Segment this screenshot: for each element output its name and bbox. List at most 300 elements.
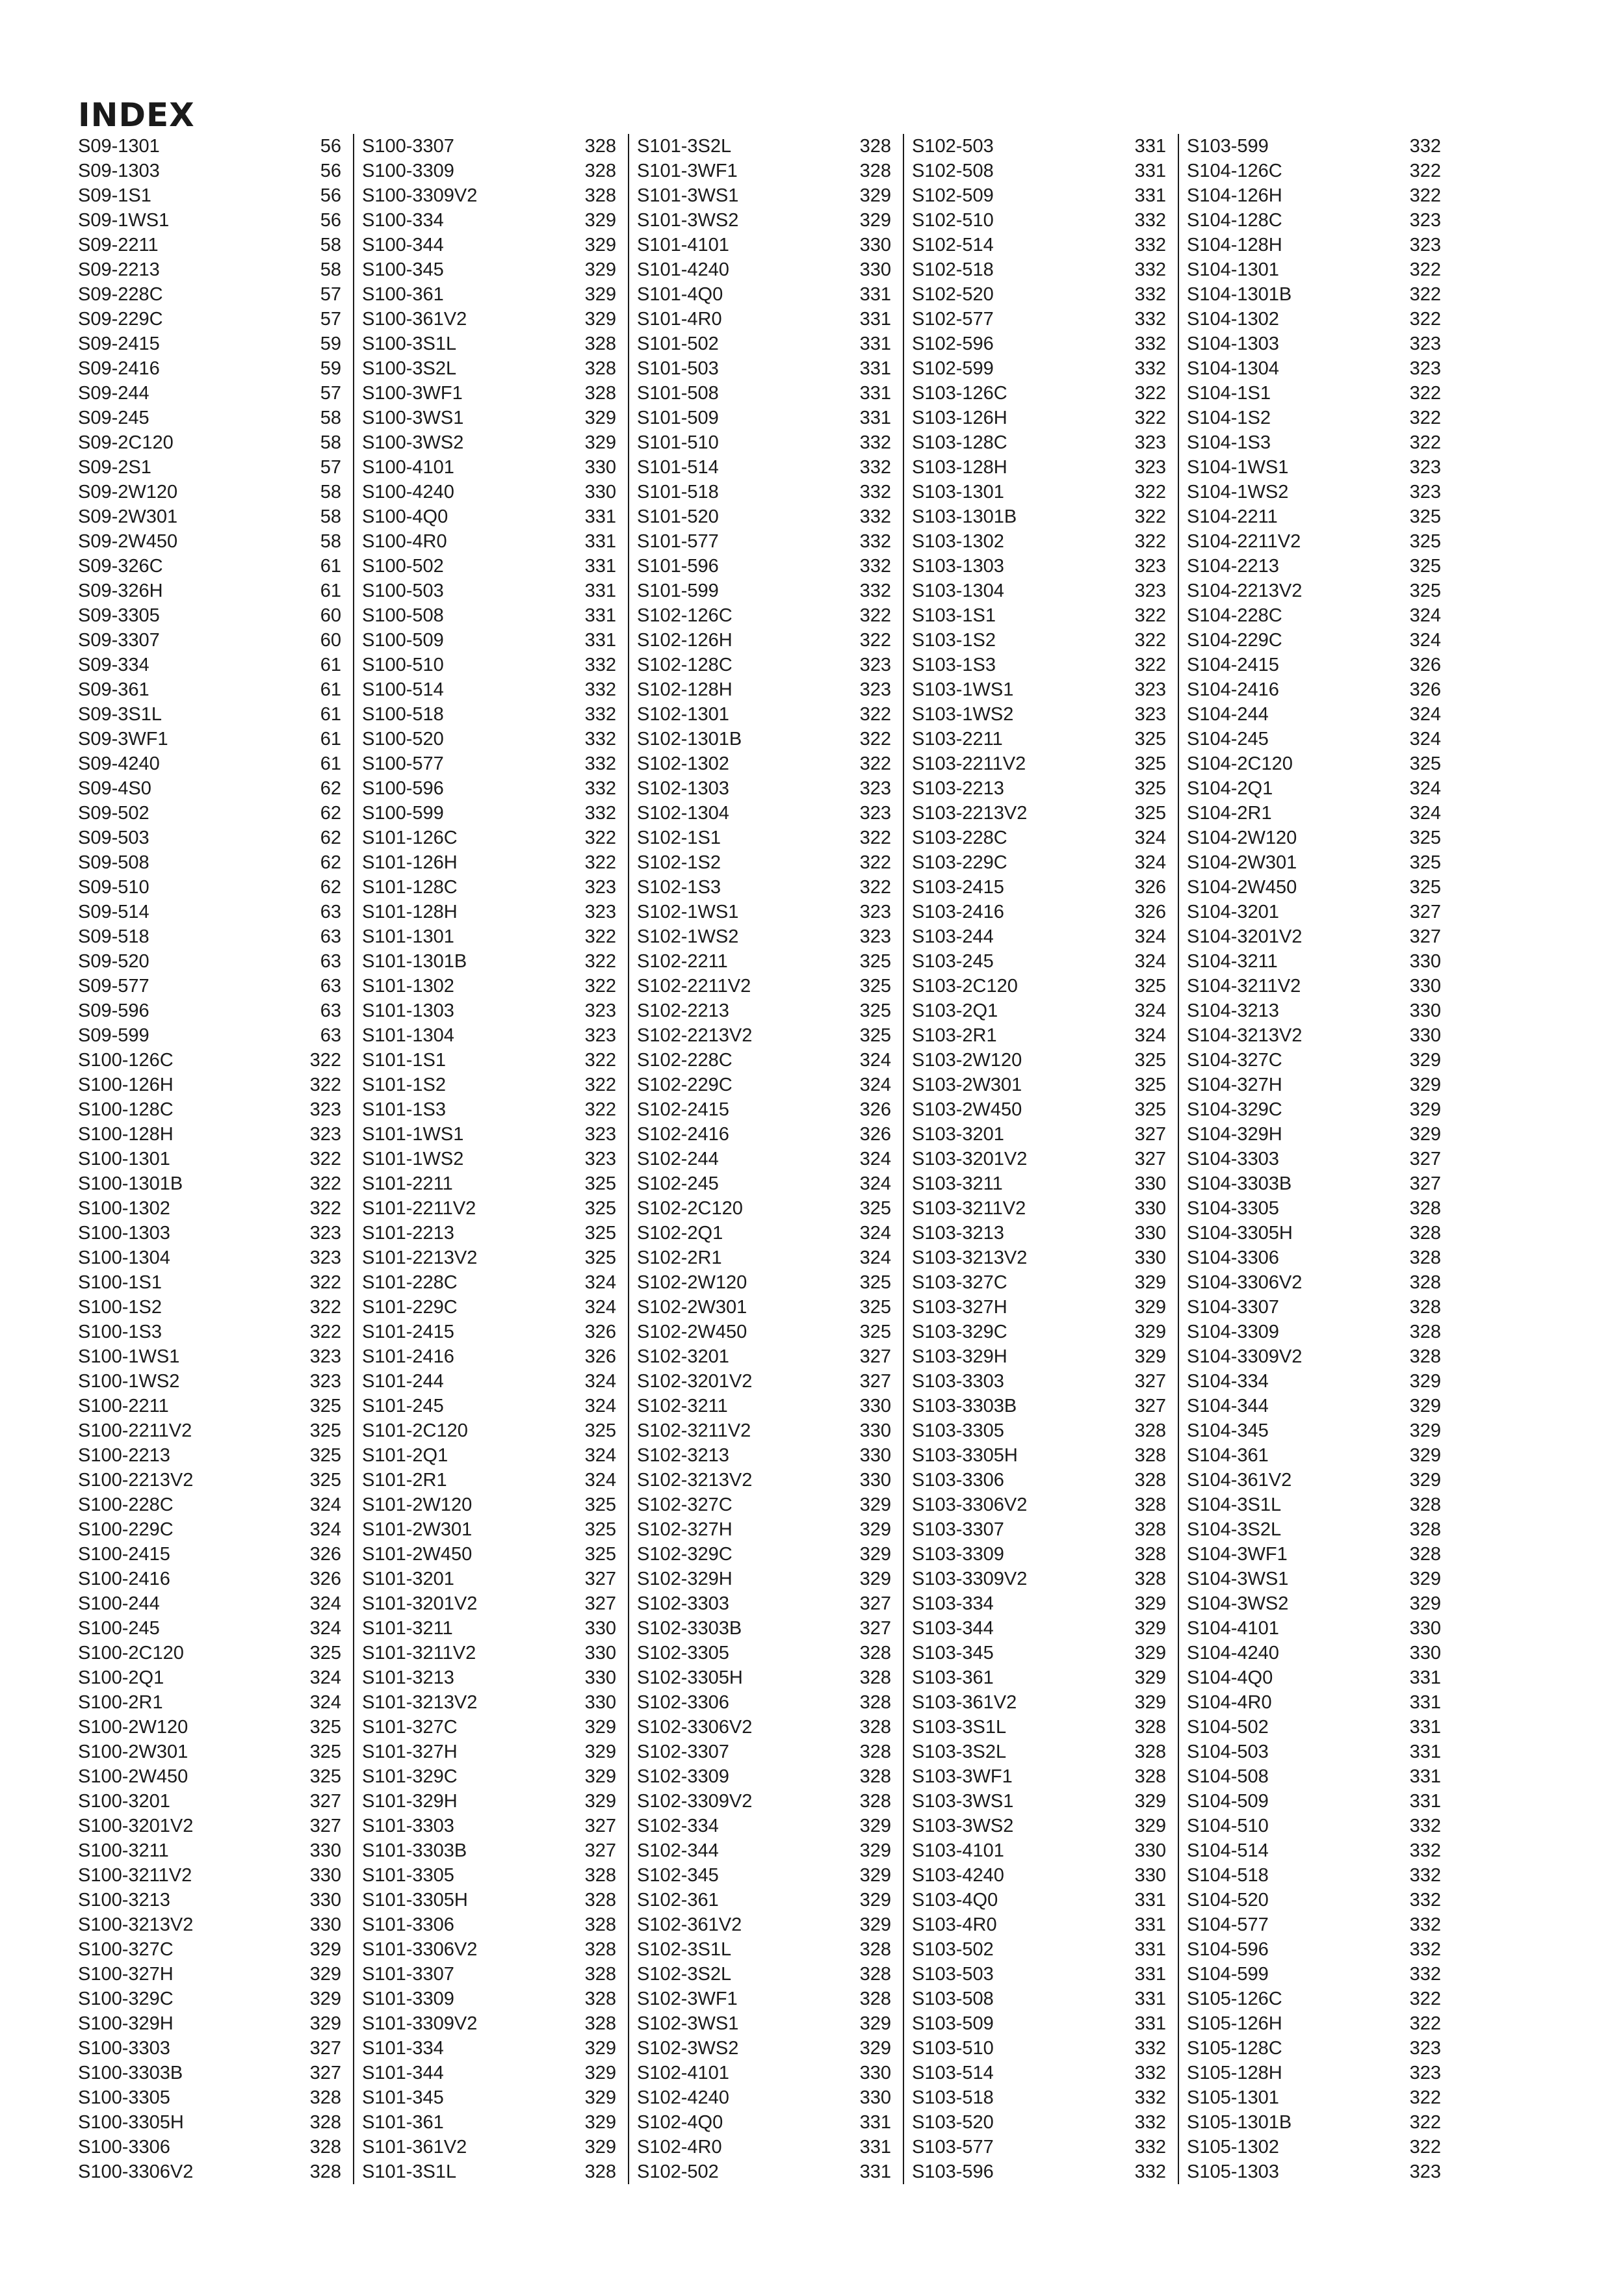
entry-code: S102-3213V2: [637, 1470, 753, 1491]
entry-code: S104-3WF1: [1187, 1544, 1288, 1565]
index-entry: [362, 2036, 616, 2061]
entry-page-number: 332: [1409, 1964, 1441, 1985]
entry-code: S104-245: [1187, 729, 1269, 750]
entry-code: S101-3306: [362, 1914, 454, 1935]
entry-page-number: 323: [584, 1149, 616, 1169]
entry-code: S101-510: [637, 432, 719, 453]
entry-code: S09-3305: [78, 605, 160, 626]
index-entry: [78, 1789, 341, 1814]
entry-page-number: 332: [1134, 259, 1166, 280]
index-entry: [362, 1295, 616, 1320]
entry-code: S103-245: [912, 951, 994, 972]
entry-code: S101-128H: [362, 902, 458, 922]
index-entry: [78, 2110, 341, 2135]
entry-page-number: 322: [859, 877, 891, 898]
entry-page-number: 330: [1409, 1000, 1441, 1021]
entry-page-number: 322: [1134, 531, 1166, 552]
entry-page-number: 329: [1409, 1470, 1441, 1491]
entry-page-number: 330: [1409, 1643, 1441, 1663]
entry-code: S100-4101: [362, 457, 454, 478]
entry-code: S104-228C: [1187, 605, 1282, 626]
entry-code: S104-126H: [1187, 185, 1282, 206]
entry-page-number: 332: [584, 729, 616, 750]
entry-code: S101-520: [637, 506, 719, 527]
entry-page-number: 330: [859, 259, 891, 280]
index-entry: [362, 1246, 616, 1270]
entry-page-number: 326: [1134, 902, 1166, 922]
index-entry: [1187, 1097, 1441, 1122]
index-entry: [637, 1023, 891, 1048]
entry-page-number: 323: [1134, 581, 1166, 601]
index-entry: [78, 1740, 341, 1764]
index-entry: [912, 1295, 1166, 1320]
entry-page-number: 327: [309, 1816, 341, 1836]
entry-code: S101-2416: [362, 1346, 454, 1367]
index-entry: [912, 1863, 1166, 1888]
index-entry: [78, 974, 341, 998]
entry-page-number: 325: [1134, 803, 1166, 824]
index-entry: [912, 1764, 1166, 1789]
entry-page-number: 329: [584, 2112, 616, 2133]
index-entry: [362, 603, 616, 628]
entry-code: S09-520: [78, 951, 149, 972]
entry-code: S104-3213: [1187, 1000, 1279, 1021]
entry-page-number: 332: [1134, 2087, 1166, 2108]
entry-page-number: 329: [584, 210, 616, 231]
index-entry: [637, 1122, 891, 1147]
entry-page-number: 328: [309, 2087, 341, 2108]
entry-page-number: 323: [1134, 556, 1166, 577]
entry-page-number: 324: [859, 1075, 891, 1095]
index-entry: [78, 1418, 341, 1443]
index-entry: [78, 504, 341, 529]
entry-page-number: 328: [1409, 1272, 1441, 1293]
entry-code: S101-2213: [362, 1223, 454, 1244]
entry-code: S102-3201V2: [637, 1371, 753, 1392]
entry-page-number: 328: [1134, 1742, 1166, 1762]
index-entry: [78, 628, 341, 653]
entry-page-number: 328: [1134, 1717, 1166, 1738]
index-entry: [78, 257, 341, 282]
entry-code: S103-2W301: [912, 1075, 1022, 1095]
entry-page-number: 328: [859, 1989, 891, 2009]
entry-page-number: 332: [584, 753, 616, 774]
entry-page-number: 330: [1409, 1025, 1441, 1046]
index-column: [628, 134, 903, 2184]
index-entry: [362, 628, 616, 653]
entry-page-number: 327: [859, 1593, 891, 1614]
entry-page-number: 323: [859, 655, 891, 675]
entry-code: S102-229C: [637, 1075, 733, 1095]
index-entry: [78, 702, 341, 727]
entry-code: S101-327H: [362, 1742, 458, 1762]
entry-page-number: 332: [584, 704, 616, 725]
entry-code: S100-1S1: [78, 1272, 162, 1293]
entry-code: S09-1WS1: [78, 210, 170, 231]
entry-code: S100-2W450: [78, 1766, 188, 1787]
entry-code: S102-508: [912, 161, 994, 181]
entry-code: S103-4240: [912, 1865, 1004, 1886]
entry-page-number: 325: [584, 1223, 616, 1244]
index-entry: [362, 480, 616, 504]
entry-page-number: 326: [1409, 655, 1441, 675]
entry-page-number: 327: [1409, 1149, 1441, 1169]
index-entry: [912, 1097, 1166, 1122]
index-entry: [1187, 1937, 1441, 1962]
index-entry: [362, 1616, 616, 1641]
index-entry: [362, 1196, 616, 1221]
entry-code: S102-245: [637, 1173, 719, 1194]
index-column: [1178, 134, 1453, 2184]
entry-code: S103-3306V2: [912, 1494, 1028, 1515]
index-entry: [637, 1987, 891, 2011]
entry-page-number: 327: [309, 2063, 341, 2083]
index-entry: [78, 1048, 341, 1073]
entry-code: S104-3S2L: [1187, 1519, 1282, 1540]
entry-code: S09-361: [78, 679, 149, 700]
entry-page-number: 327: [584, 1569, 616, 1589]
index-entry: [1187, 2061, 1441, 2085]
entry-page-number: 332: [584, 803, 616, 824]
entry-page-number: 323: [1134, 432, 1166, 453]
entry-page-number: 328: [1409, 1247, 1441, 1268]
index-entry: [637, 504, 891, 529]
index-entry: [912, 1270, 1166, 1295]
entry-code: S104-2R1: [1187, 803, 1272, 824]
entry-code: S104-3211V2: [1187, 976, 1301, 997]
entry-code: S09-334: [78, 655, 149, 675]
entry-code: S104-3S1L: [1187, 1494, 1282, 1515]
entry-page-number: 61: [320, 729, 341, 750]
entry-page-number: 322: [1409, 1989, 1441, 2009]
index-entry: [912, 702, 1166, 727]
index-entry: [637, 2036, 891, 2061]
index-entry: [1187, 1987, 1441, 2011]
index-entry: [1187, 2159, 1441, 2184]
entry-page-number: 332: [859, 457, 891, 478]
entry-code: S100-2Q1: [78, 1667, 164, 1688]
entry-page-number: 322: [584, 828, 616, 848]
entry-code: S102-3211V2: [637, 1420, 751, 1441]
entry-code: S102-3201: [637, 1346, 729, 1367]
entry-page-number: 327: [1409, 902, 1441, 922]
entry-page-number: 331: [584, 581, 616, 601]
entry-page-number: 322: [1409, 284, 1441, 305]
entry-page-number: 322: [584, 1099, 616, 1120]
index-entry: [912, 653, 1166, 677]
index-entry: [78, 801, 341, 826]
entry-code: S104-3213V2: [1187, 1025, 1303, 1046]
entry-code: S102-502: [637, 2161, 719, 2182]
index-entry: [912, 1443, 1166, 1468]
index-entry: [362, 2061, 616, 2085]
index-entry: [912, 801, 1166, 826]
entry-page-number: 328: [584, 358, 616, 379]
index-entry: [78, 1171, 341, 1196]
entry-code: S101-2415: [362, 1322, 454, 1342]
entry-code: S101-509: [637, 408, 719, 428]
entry-code: S104-3WS1: [1187, 1569, 1289, 1589]
entry-code: S104-344: [1187, 1396, 1269, 1416]
index-entry: [637, 1517, 891, 1542]
index-entry: [78, 554, 341, 579]
index-entry: [912, 1147, 1166, 1171]
index-entry: [78, 1122, 341, 1147]
entry-page-number: 327: [859, 1371, 891, 1392]
entry-page-number: 329: [584, 1791, 616, 1812]
index-entry: [78, 1320, 341, 1344]
entry-code: S103-329C: [912, 1322, 1007, 1342]
entry-page-number: 330: [1134, 1173, 1166, 1194]
entry-page-number: 329: [1134, 1272, 1166, 1293]
index-entry: [912, 1789, 1166, 1814]
entry-code: S102-3306: [637, 1692, 729, 1713]
entry-page-number: 323: [859, 902, 891, 922]
entry-code: S102-503: [912, 136, 994, 157]
index-entry: [1187, 1863, 1441, 1888]
entry-code: S100-1301B: [78, 1173, 183, 1194]
entry-page-number: 329: [1134, 1667, 1166, 1688]
entry-page-number: 63: [320, 926, 341, 947]
index-entry: [1187, 480, 1441, 504]
index-entry: [637, 1418, 891, 1443]
entry-code: S101-1301: [362, 926, 454, 947]
entry-code: S101-3S1L: [362, 2161, 457, 2182]
index-entry: [1187, 406, 1441, 430]
entry-code: S100-1S2: [78, 1297, 162, 1318]
entry-page-number: 324: [859, 1247, 891, 1268]
index-entry: [637, 1764, 891, 1789]
entry-page-number: 328: [859, 1939, 891, 1960]
index-entry: [912, 1048, 1166, 1073]
index-entry: [912, 1221, 1166, 1246]
entry-code: S102-228C: [637, 1050, 733, 1071]
entry-page-number: 329: [584, 2087, 616, 2108]
index-entry: [362, 1912, 616, 1937]
entry-code: S103-3211: [912, 1173, 1003, 1194]
index-entry: [912, 677, 1166, 702]
index-entry: [78, 1196, 341, 1221]
index-entry: [1187, 1418, 1441, 1443]
entry-code: S100-128H: [78, 1124, 174, 1145]
entry-page-number: 61: [320, 679, 341, 700]
entry-page-number: 322: [1409, 383, 1441, 404]
entry-code: S101-361: [362, 2112, 444, 2133]
entry-page-number: 59: [320, 333, 341, 354]
entry-code: S101-126H: [362, 852, 458, 873]
entry-page-number: 331: [1134, 161, 1166, 181]
index-entry: [1187, 1221, 1441, 1246]
entry-code: S102-2213V2: [637, 1025, 753, 1046]
entry-code: S103-3211V2: [912, 1198, 1026, 1219]
index-entry: [912, 751, 1166, 776]
entry-page-number: 322: [584, 1050, 616, 1071]
entry-code: S104-329H: [1187, 1124, 1282, 1145]
index-entry: [1187, 924, 1441, 949]
entry-code: S102-2211: [637, 951, 728, 972]
entry-page-number: 329: [584, 235, 616, 255]
index-entry: [912, 233, 1166, 257]
entry-code: S100-2211V2: [78, 1420, 192, 1441]
entry-code: S104-361V2: [1187, 1470, 1292, 1491]
entry-page-number: 326: [859, 1124, 891, 1145]
entry-code: S103-577: [912, 2137, 994, 2158]
entry-code: S100-3WS1: [362, 408, 464, 428]
index-entry: [637, 1320, 891, 1344]
entry-page-number: 325: [859, 1322, 891, 1342]
index-entry: [362, 455, 616, 480]
index-entry: [78, 1641, 341, 1665]
index-entry: [912, 1122, 1166, 1147]
entry-code: S100-4R0: [362, 531, 447, 552]
entry-page-number: 328: [1134, 1544, 1166, 1565]
entry-page-number: 322: [584, 852, 616, 873]
entry-page-number: 331: [1134, 136, 1166, 157]
index-entry: [912, 430, 1166, 455]
entry-page-number: 330: [584, 1667, 616, 1688]
entry-code: S102-1301B: [637, 729, 742, 750]
entry-code: S100-2416: [78, 1569, 170, 1589]
entry-page-number: 330: [859, 1396, 891, 1416]
index-entry: [1187, 1814, 1441, 1838]
entry-code: S103-2213: [912, 778, 1004, 799]
entry-code: S105-1302: [1187, 2137, 1279, 2158]
entry-code: S100-3309V2: [362, 185, 478, 206]
entry-code: S102-2416: [637, 1124, 729, 1145]
entry-page-number: 332: [1134, 2161, 1166, 2182]
index-entry: [637, 529, 891, 554]
entry-code: S101-361V2: [362, 2137, 467, 2158]
entry-code: S102-3305: [637, 1643, 729, 1663]
entry-code: S103-334: [912, 1593, 994, 1614]
entry-page-number: 330: [584, 457, 616, 478]
entry-page-number: 327: [859, 1618, 891, 1639]
entry-code: S104-1301: [1187, 259, 1279, 280]
entry-page-number: 331: [1409, 1766, 1441, 1787]
entry-code: S101-3305H: [362, 1890, 468, 1911]
index-entry: [78, 307, 341, 332]
entry-page-number: 328: [1409, 1297, 1441, 1318]
index-entry: [362, 677, 616, 702]
entry-code: S100-577: [362, 753, 444, 774]
entry-page-number: 331: [859, 383, 891, 404]
entry-page-number: 57: [320, 284, 341, 305]
entry-code: S102-329H: [637, 1569, 733, 1589]
entry-code: S104-3307: [1187, 1297, 1279, 1318]
entry-code: S103-3213: [912, 1223, 1004, 1244]
entry-code: S101-599: [637, 581, 719, 601]
entry-code: S100-3201V2: [78, 1816, 194, 1836]
entry-code: S100-1303: [78, 1223, 170, 1244]
entry-page-number: 331: [1134, 2013, 1166, 2034]
entry-page-number: 327: [1409, 1173, 1441, 1194]
entry-code: S103-510: [912, 2038, 994, 2059]
entry-code: S103-2213V2: [912, 803, 1028, 824]
entry-code: S103-1WS1: [912, 679, 1014, 700]
index-entry: [1187, 628, 1441, 653]
index-entry: [78, 1591, 341, 1616]
entry-code: S100-361: [362, 284, 444, 305]
entry-page-number: 331: [584, 506, 616, 527]
index-entry: [78, 2061, 341, 2085]
entry-page-number: 325: [1134, 729, 1166, 750]
index-entry: [637, 2085, 891, 2110]
entry-page-number: 330: [584, 1618, 616, 1639]
entry-code: S09-3307: [78, 630, 160, 651]
entry-code: S09-326C: [78, 556, 163, 577]
entry-page-number: 331: [859, 309, 891, 330]
index-entry: [1187, 1344, 1441, 1369]
entry-code: S103-327H: [912, 1297, 1007, 1318]
entry-code: S102-1302: [637, 753, 729, 774]
index-entry: [912, 1962, 1166, 1987]
index-entry: [362, 1517, 616, 1542]
entry-code: S101-502: [637, 333, 719, 354]
index-entry: [912, 1838, 1166, 1863]
entry-code: S104-345: [1187, 1420, 1269, 1441]
index-entry: [637, 480, 891, 504]
entry-page-number: 331: [1134, 1964, 1166, 1985]
entry-code: S103-128C: [912, 432, 1007, 453]
index-entry: [362, 1073, 616, 1097]
entry-code: S103-3303B: [912, 1396, 1017, 1416]
index-entry: [637, 233, 891, 257]
index-entry: [362, 1690, 616, 1715]
index-entry: [1187, 1912, 1441, 1937]
entry-code: S100-3213V2: [78, 1914, 194, 1935]
index-entry: [912, 1369, 1166, 1394]
index-entry: [1187, 356, 1441, 381]
index-entry: [1187, 949, 1441, 974]
entry-page-number: 322: [584, 1075, 616, 1095]
entry-code: S101-1S1: [362, 1050, 446, 1071]
index-entry: [1187, 579, 1441, 603]
entry-page-number: 331: [1409, 1742, 1441, 1762]
index-entry: [1187, 1641, 1441, 1665]
entry-code: S102-344: [637, 1840, 719, 1861]
index-entry: [912, 529, 1166, 554]
index-entry: [362, 801, 616, 826]
entry-code: S103-3309: [912, 1544, 1004, 1565]
entry-page-number: 324: [1134, 1000, 1166, 1021]
entry-page-number: 330: [1134, 1840, 1166, 1861]
index-column: [78, 134, 353, 2184]
entry-page-number: 326: [584, 1322, 616, 1342]
index-entry: [78, 677, 341, 702]
index-entry: [912, 1665, 1166, 1690]
entry-code: S101-345: [362, 2087, 444, 2108]
index-entry: [637, 2110, 891, 2135]
entry-code: S103-596: [912, 2161, 994, 2182]
entry-page-number: 329: [1409, 1371, 1441, 1392]
entry-code: S09-518: [78, 926, 149, 947]
entry-page-number: 58: [320, 531, 341, 552]
entry-code: S103-2416: [912, 902, 1004, 922]
entry-code: S100-2W301: [78, 1742, 188, 1762]
entry-page-number: 329: [1134, 1593, 1166, 1614]
entry-code: S100-329C: [78, 1989, 174, 2009]
entry-page-number: 332: [1134, 210, 1166, 231]
index-entry: [1187, 1394, 1441, 1418]
index-entry: [912, 1987, 1166, 2011]
index-entry: [78, 1023, 341, 1048]
index-entry: [912, 1641, 1166, 1665]
entry-page-number: 324: [309, 1593, 341, 1614]
entry-page-number: 328: [859, 136, 891, 157]
index-entry: [1187, 1171, 1441, 1196]
entry-page-number: 326: [1134, 877, 1166, 898]
index-entry: [78, 776, 341, 801]
